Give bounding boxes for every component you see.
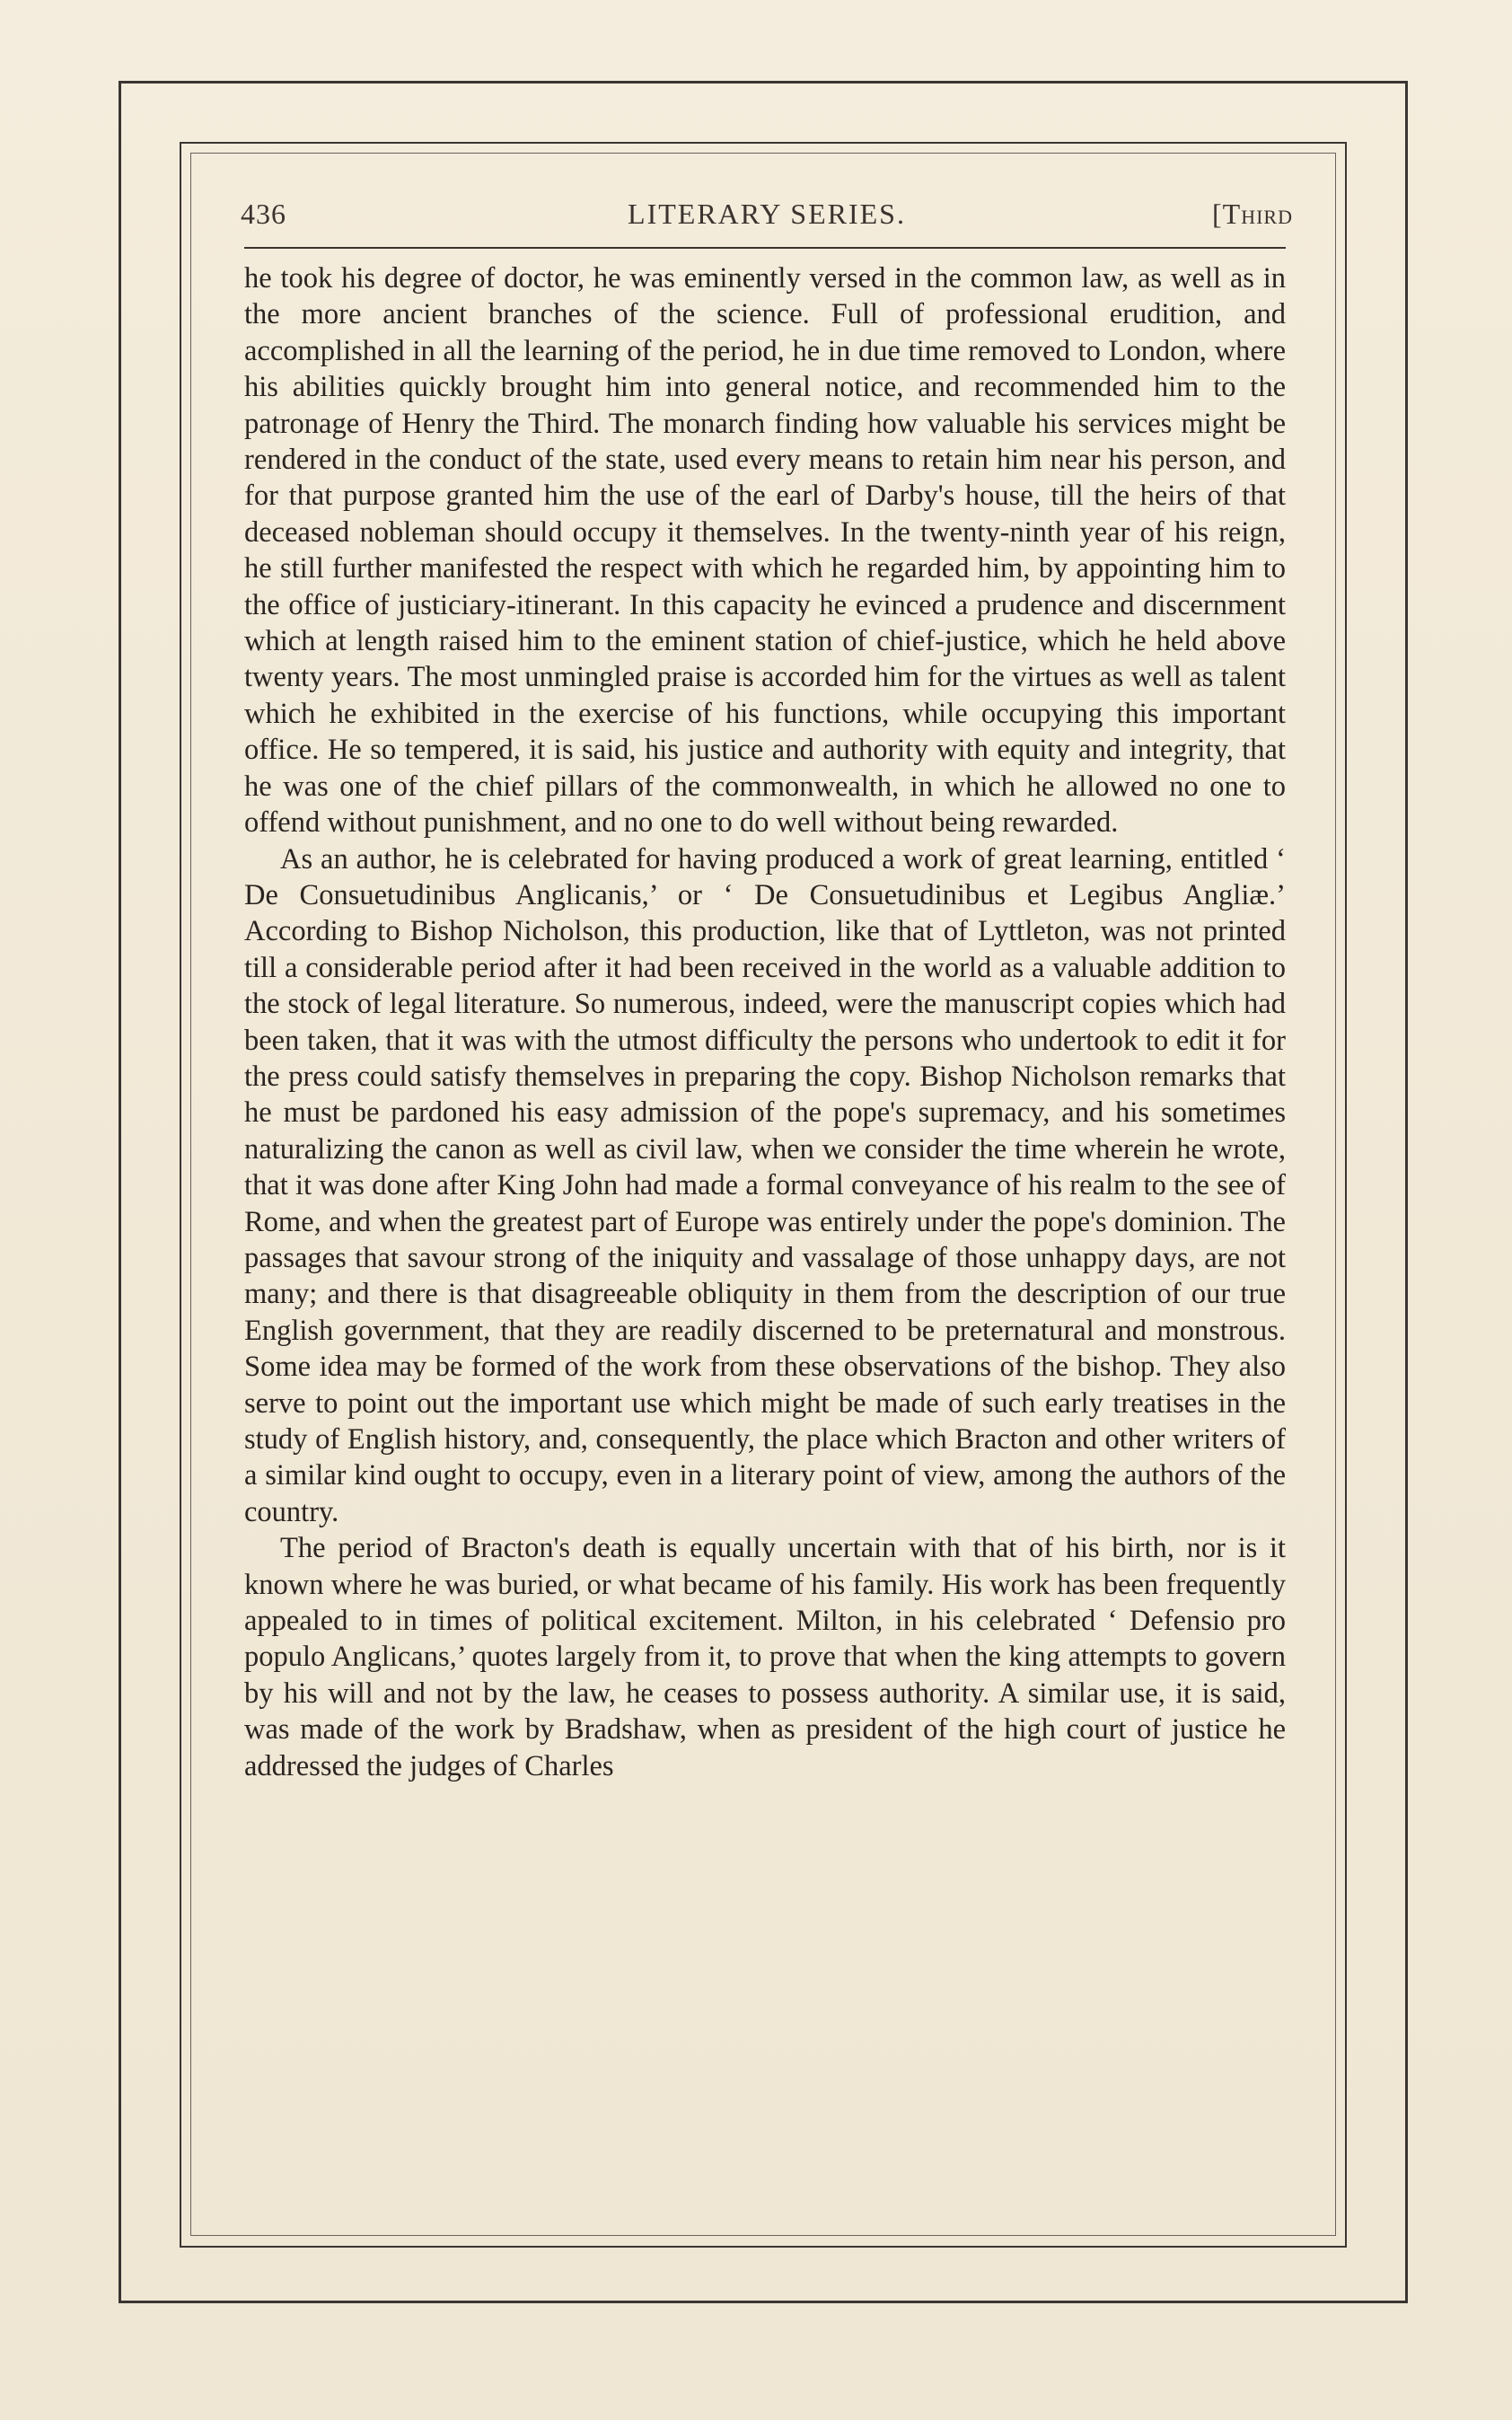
header-rule (244, 247, 1286, 249)
paragraph-author-work: As an author, he is celebrated for having produced a work of great learning, entitled ‘ De Consuetudinibus Anglicanis,’ or ‘ De Consuetudinibus et Legibus Angliæ.’ According to Bishop Nicholson, this production, like that of Lyttleton, was not printed till a considerable period after it had been received in the world as a valuable addition to the stock of legal literature. So numerous, indeed, were the manuscript copies which had been taken, that it was with the utmost difficulty the persons who undertook to edit it for the press could satisfy themselves in preparing the copy. Bishop Nicholson remarks that he must be pardoned his easy admission of the pope's supremacy, and his sometimes naturalizing the canon as well as civil law, when we consider the time wherein he wrote, that it was done after King John had made a formal conveyance of his realm to the see of Rome, and when the greatest part of Europe was entirely under the pope's dominion. The passages that savour strong of the iniquity and vassalage of those unhappy days, are not many; and there is that disagreeable obliquity in them from the description of our true English government, that they are readily discerned to be preternatural and monstrous. Some idea may be formed of the work from these observations of the bishop. They also serve to point out the important use which might be made of such early treatises in the study of English history, and, consequently, the place which Bracton and other writers of a similar kind ought to occupy, even in a literary point of view, among the authors of the country. (244, 842, 1286, 1528)
section-label: [Third (1212, 198, 1293, 230)
page-number: 436 (241, 198, 286, 230)
series-title: LITERARY SERIES. (628, 198, 906, 230)
paragraph-continuation: he took his degree of doctor, he was eminently versed in the common law, as well as in the more ancient branches of the science. Full of professional erudition, and accomplished in all the learning of the period, he in due time removed to London, where his abilities quickly brought him into general notice, and recommended him to the patronage of Henry the Third. The monarch finding how valuable his services might be rendered in the conduct of the state, used every means to retain him near his person, and for that purpose granted him the use of the earl of Darby's house, till the heirs of that deceased nobleman should occupy it themselves. In the twenty-ninth year of his reign, he still further manifested the respect with which he regarded him, by appointing him to the office of justiciary-itinerant. In this capacity he evinced a prudence and discernment which at length raised him to the eminent station of chief-justice, which he held above twenty years. The most unmingled praise is accorded him for the virtues as well as talent which he exhibited in the exercise of his functions, while occupying this important office. He so tempered, it is said, his justice and authority with equity and integrity, that he was one of the chief pillars of the commonwealth, in which he allowed no one to offend without punishment, and no one to do well without being rewarded. (244, 262, 1286, 840)
running-head (241, 189, 1293, 235)
body-text (244, 260, 1286, 1784)
paragraph-death: The period of Bracton's death is equally uncertain with that of his birth, nor is it known where he was buried, or what became of his family. His work has been frequently appealed to in times of political excitement. Milton, in his celebrated ‘ Defensio pro populo Anglicans,’ quotes largely from it, to prove that when the king attempts to govern by his will and not by the law, he ceases to possess authority. A similar use, it is said, was made of the work by Bradshaw, when as president of the high court of justice he addressed the judges of Charles (244, 1532, 1286, 1782)
